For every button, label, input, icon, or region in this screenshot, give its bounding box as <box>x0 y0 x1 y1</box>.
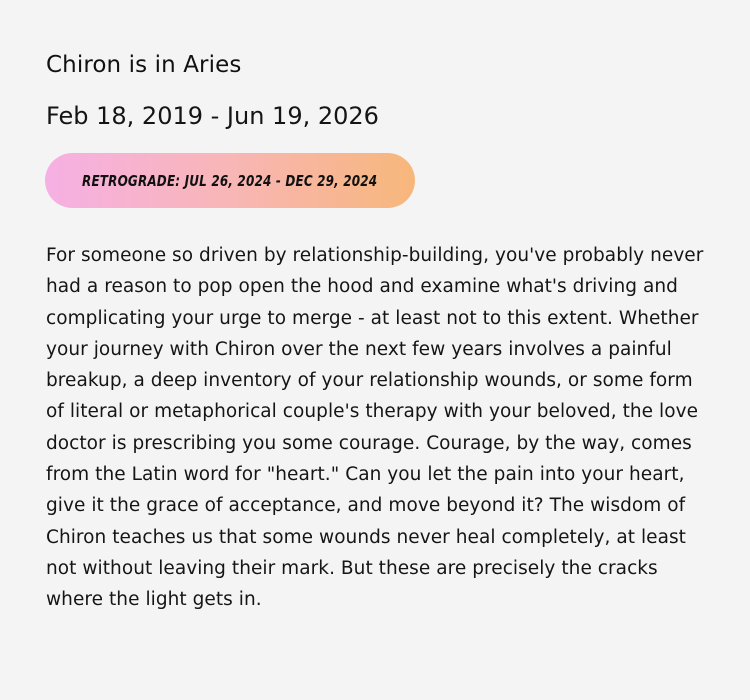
retrograde-label: RETROGRADE: JUL 26, 2024 - DEC 29, 2024 <box>82 171 378 190</box>
transit-dates: Feb 18, 2019 - Jun 19, 2026 <box>46 102 379 130</box>
transit-description: For someone so driven by relationship-building, you've probably never had a reason to pop open the hood and examine what's driving and complicating your urge to merge - at least not to this extent. Whether your journey with Chiron over the next few years involves a painful breakup, a deep inventory of your relationship wounds, or some form of literal or metaphorical couple's therapy with your beloved, the love doctor is prescribing you some courage. Courage, by the way, comes from the Latin word for "heart." Can you let the pain into your heart, give it the grace of acceptance, and move beyond it? The wisdom of Chiron teaches us that some wounds never heal completely, at least not without leaving their mark. But these are precisely the cracks where the light gets in. <box>46 245 704 611</box>
transit-title: Chiron is in Aries <box>46 52 242 78</box>
retrograde-badge <box>45 153 415 208</box>
